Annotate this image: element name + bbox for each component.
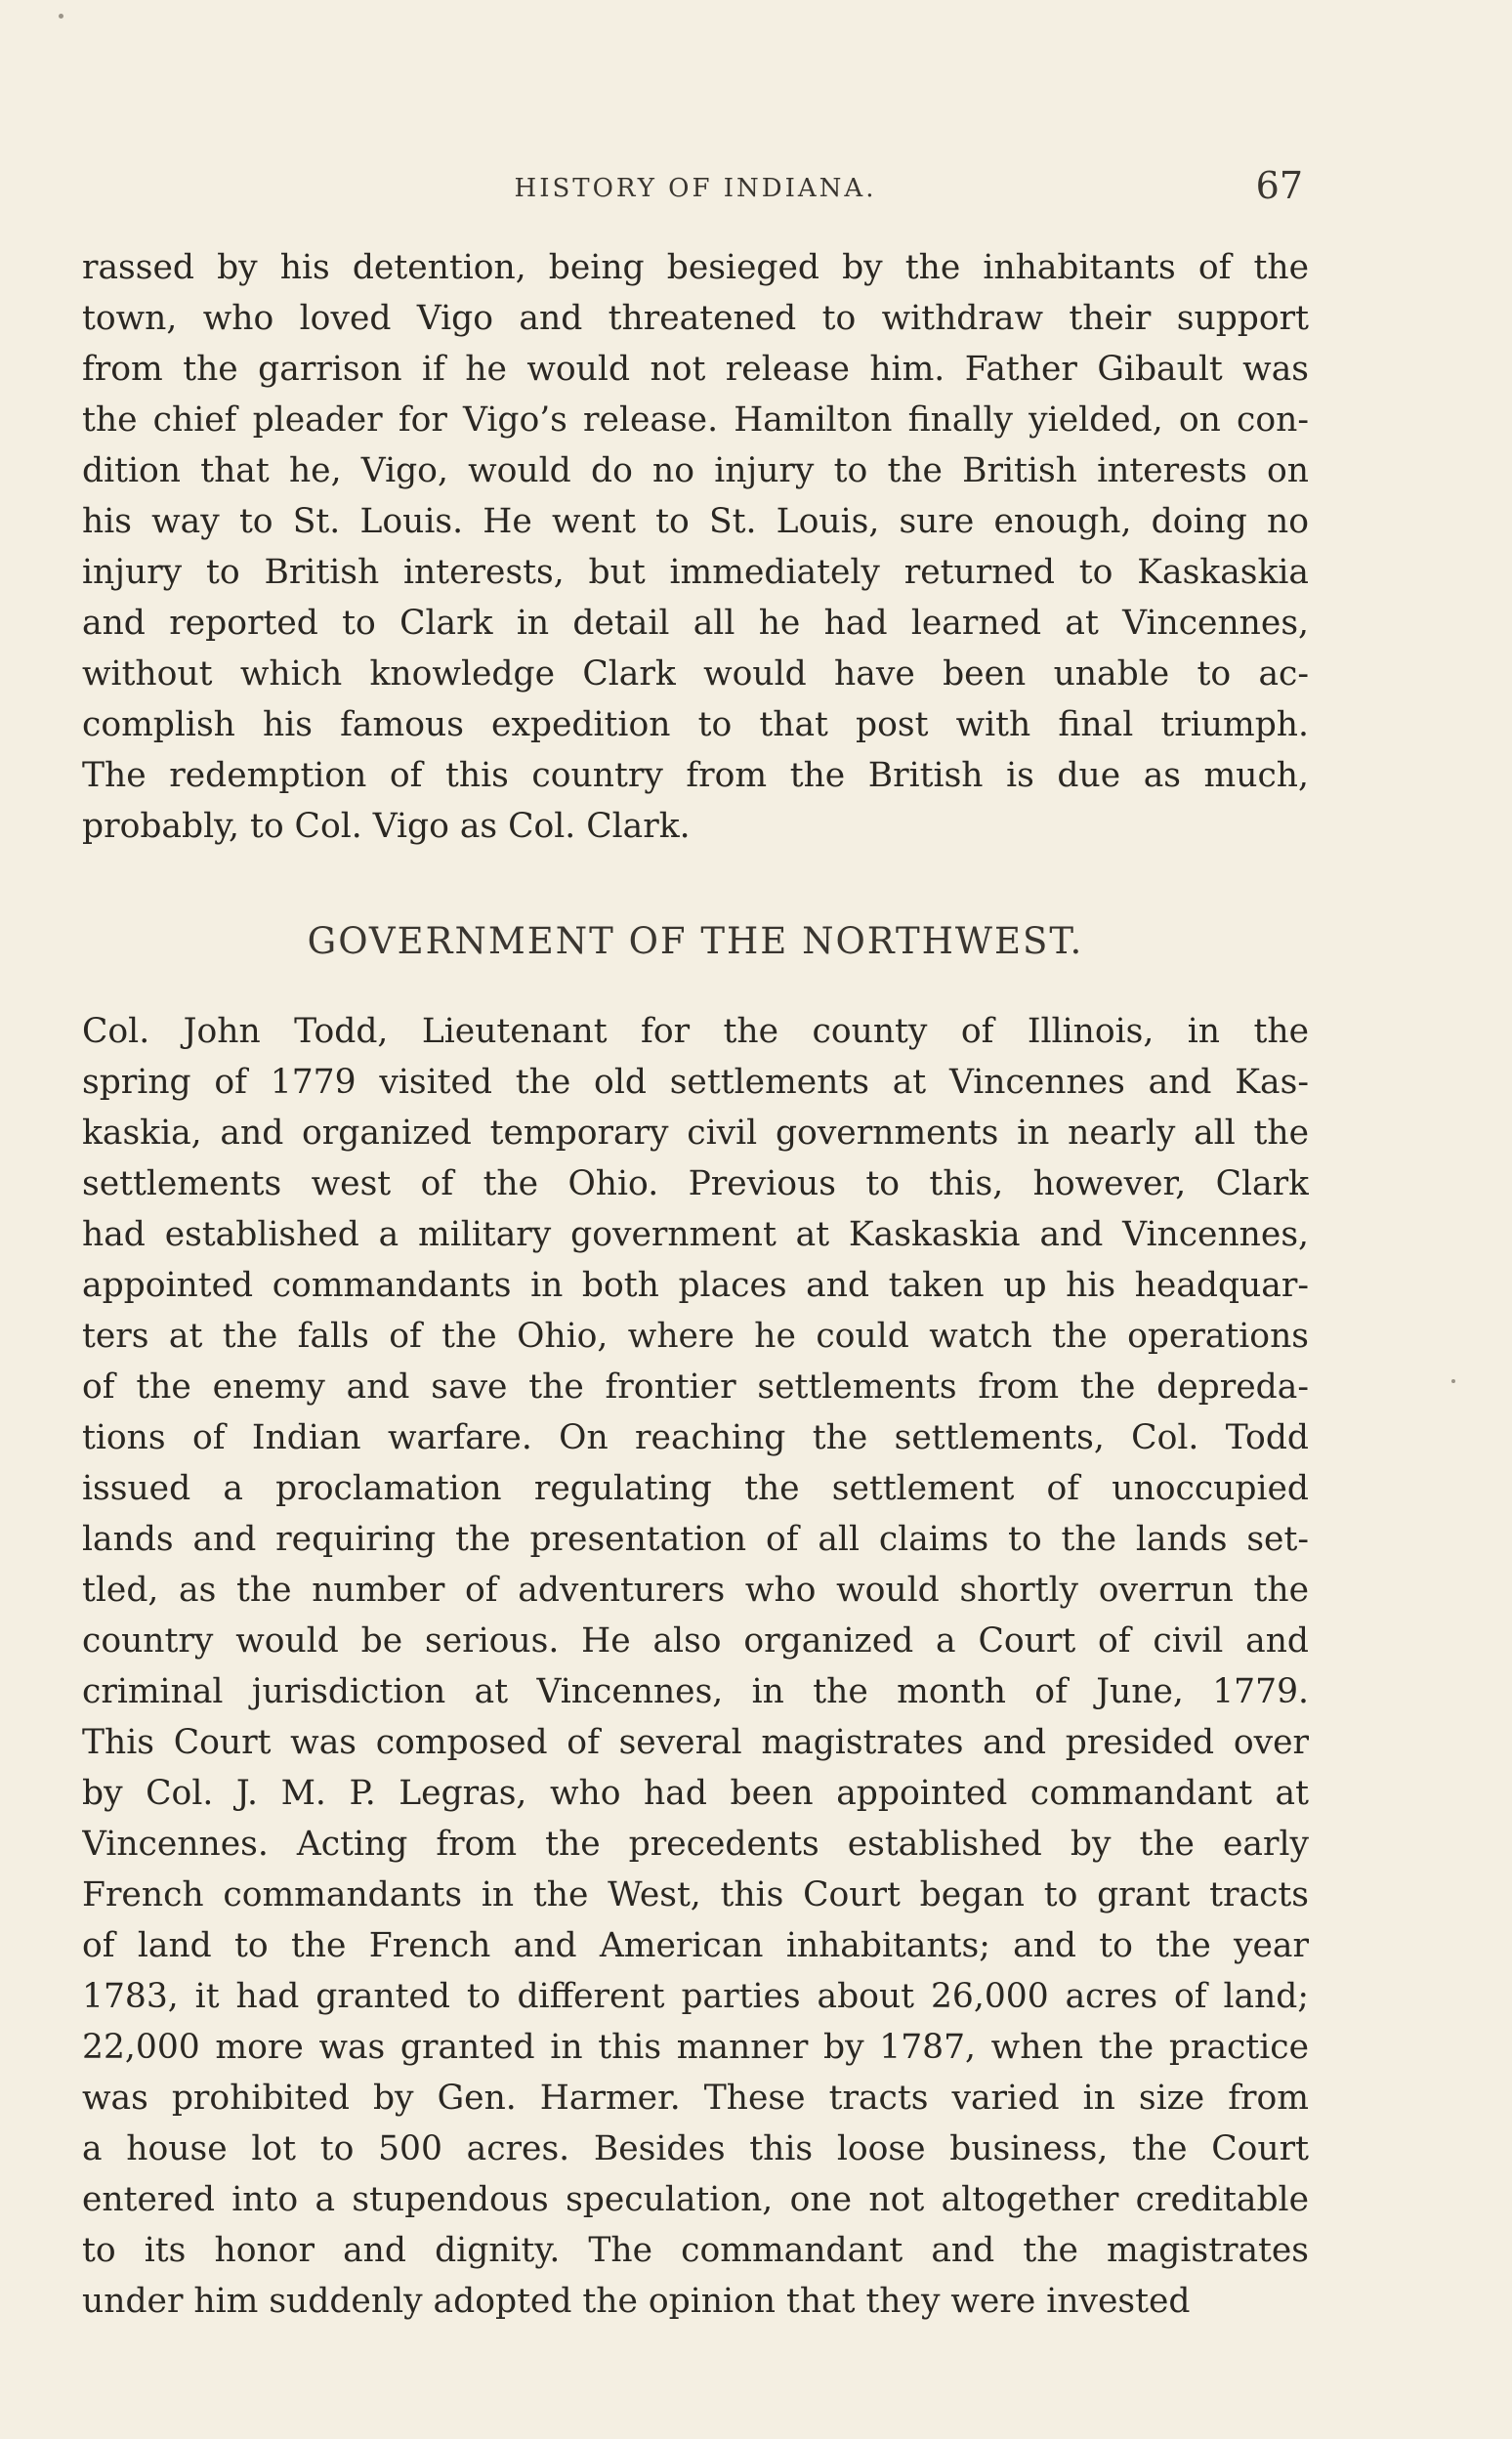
text-line: the chief pleader for Vigo’s release. Hamilton finally yielded, on con- xyxy=(82,400,1309,440)
text-line: spring of 1779 visited the old settlements at Vincennes and Kas- xyxy=(82,1063,1309,1102)
text-line: 22,000 more was granted in this manner by 1787, when the practice xyxy=(82,2028,1309,2067)
text-line: country would be serious. He also organized a Court of civil and xyxy=(82,1621,1309,1661)
text-line: a house lot to 500 acres. Besides this loose business, the Court xyxy=(82,2129,1309,2168)
text-line: by Col. J. M. P. Legras, who had been appointed commandant at xyxy=(82,1774,1309,1813)
text-line: issued a proclamation regulating the settlement of unoccupied xyxy=(82,1469,1309,1508)
text-line: complish his famous expedition to that post with final triumph. xyxy=(82,705,1309,744)
text-line: French commandants in the West, this Court began to grant tracts xyxy=(82,1875,1309,1914)
section-heading: GOVERNMENT OF THE NORTHWEST. xyxy=(307,920,1084,962)
text-line: dition that he, Vigo, would do no injury to the British interests on xyxy=(82,451,1309,490)
text-line: Col. John Todd, Lieutenant for the county of Illinois, in the xyxy=(82,1012,1309,1051)
text-line: tled, as the number of adventurers who would shortly overrun the xyxy=(82,1571,1309,1610)
page-number: 67 xyxy=(1255,164,1303,207)
text-line: The redemption of this country from the British is due as much, xyxy=(82,756,1309,795)
text-line: from the garrison if he would not release him. Father Gibault was xyxy=(82,350,1309,389)
scan-speck xyxy=(59,14,63,19)
paragraph-government xyxy=(82,1006,1309,2327)
text-line: criminal jurisdiction at Vincennes, in the month of June, 1779. xyxy=(82,1672,1309,1711)
text-line: of the enemy and save the frontier settlements from the depreda- xyxy=(82,1367,1309,1407)
paragraph-continuation xyxy=(82,242,1309,852)
text-line: to its honor and dignity. The commandant and the magistrates xyxy=(82,2231,1309,2270)
text-line: without which knowledge Clark would have been unable to ac- xyxy=(82,654,1309,694)
text-line: tions of Indian warfare. On reaching the settlements, Col. Todd xyxy=(82,1418,1309,1457)
text-line: appointed commandants in both places and taken up his headquar- xyxy=(82,1266,1309,1305)
text-line: was prohibited by Gen. Harmer. These tracts varied in size from xyxy=(82,2079,1309,2118)
text-line: entered into a stupendous speculation, one not altogether creditable xyxy=(82,2180,1309,2219)
text-line: 1783, it had granted to different parties about 26,000 acres of land; xyxy=(82,1977,1309,2016)
text-line: of land to the French and American inhabitants; and to the year xyxy=(82,1926,1309,1965)
running-title: HISTORY OF INDIANA. xyxy=(514,174,877,203)
text-line: Vincennes. Acting from the precedents established by the early xyxy=(82,1825,1309,1864)
text-line: probably, to Col. Vigo as Col. Clark. xyxy=(82,807,691,846)
text-line: had established a military government at Kaskaskia and Vincennes, xyxy=(82,1215,1309,1254)
running-header xyxy=(82,164,1309,213)
text-line: under him suddenly adopted the opinion that they were invested xyxy=(82,2282,1191,2321)
text-line: and reported to Clark in detail all he had learned at Vincennes, xyxy=(82,604,1309,643)
text-line: injury to British interests, but immediately returned to Kaskaskia xyxy=(82,553,1309,592)
text-line: his way to St. Louis. He went to St. Louis, sure enough, doing no xyxy=(82,502,1309,541)
text-line: rassed by his detention, being besieged by the inhabitants of the xyxy=(82,248,1309,287)
scan-speck xyxy=(1451,1379,1455,1383)
text-line: This Court was composed of several magistrates and presided over xyxy=(82,1723,1309,1762)
text-line: settlements west of the Ohio. Previous to this, however, Clark xyxy=(82,1164,1309,1203)
text-line: ters at the falls of the Ohio, where he could watch the operations xyxy=(82,1317,1309,1356)
text-line: lands and requiring the presentation of all claims to the lands set- xyxy=(82,1520,1309,1559)
text-line: town, who loved Vigo and threatened to withdraw their support xyxy=(82,299,1309,338)
text-line: kaskia, and organized temporary civil governments in nearly all the xyxy=(82,1114,1309,1153)
